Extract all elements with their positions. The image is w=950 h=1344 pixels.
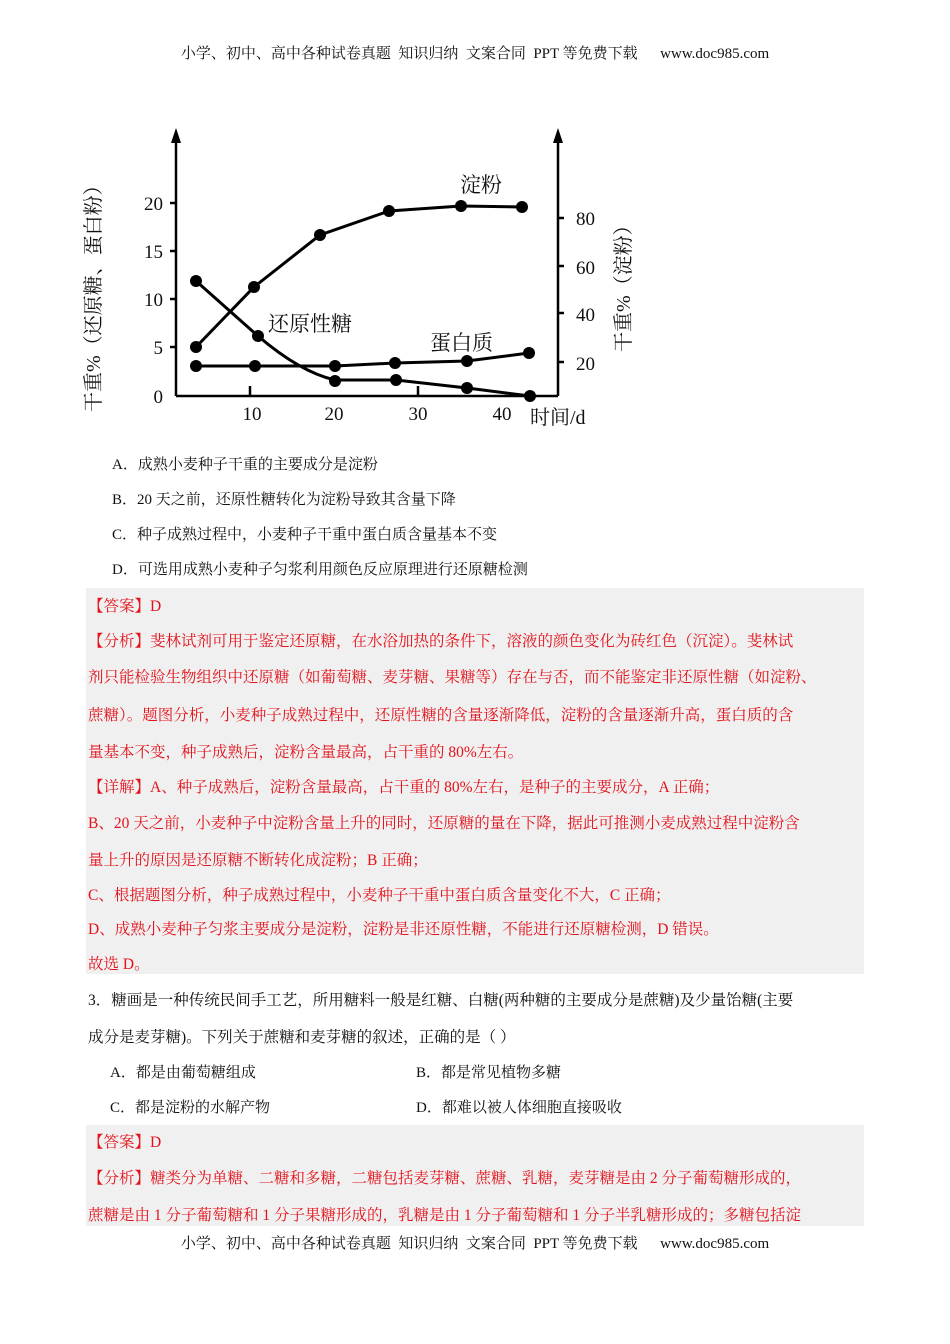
q2-detail-line-5: D、成熟小麦种子匀浆主要成分是淀粉，淀粉是非还原性糖，不能进行还原糖检测，D 错误。 bbox=[88, 921, 719, 938]
q2-option-a: A．成熟小麦种子干重的主要成分是淀粉 bbox=[112, 457, 378, 473]
reducing-sugar-label: 还原性糖 bbox=[268, 312, 352, 336]
q3-stem-line-1: 3．糖画是一种传统民间手工艺，所用糖料一般是红糖、白糖(两种糖的主要成分是蔗糖)及少量饴糖(主要 bbox=[88, 992, 794, 1009]
q3-option-c: C．都是淀粉的水解产物 bbox=[110, 1100, 271, 1116]
svg-text:40: 40 bbox=[576, 305, 595, 326]
svg-text:60: 60 bbox=[576, 258, 595, 279]
q2-detail-line-4: C、根据题图分析，种子成熟过程中，小麦种子干重中蛋白质含量变化不大，C 正确； bbox=[88, 887, 671, 904]
right-y-axis-label: 干重%（淀粉） bbox=[613, 215, 635, 352]
line-chart bbox=[60, 120, 660, 440]
q2-detail-line-3: 量上升的原因是还原糖不断转化成淀粉；B 正确； bbox=[88, 852, 428, 869]
svg-text:10: 10 bbox=[242, 404, 262, 425]
q2-answer: 【答案】D bbox=[88, 598, 162, 615]
starch-label: 淀粉 bbox=[460, 173, 502, 197]
protein-label: 蛋白质 bbox=[430, 331, 493, 355]
q2-analysis-line-1: 【分析】斐林试剂可用于鉴定还原糖，在水浴加热的条件下，溶液的颜色变化为砖红色（沉淀）。斐林试 bbox=[88, 633, 794, 650]
svg-text:0: 0 bbox=[153, 387, 163, 408]
q3-option-b: B．都是常见植物多糖 bbox=[416, 1065, 562, 1081]
svg-text:20: 20 bbox=[576, 354, 595, 375]
q2-option-b: B．20 天之前，还原性糖转化为淀粉导致其含量下降 bbox=[112, 492, 456, 508]
q2-detail-line-1: 【详解】A、种子成熟后，淀粉含量最高，占干重的 80%左右，是种子的主要成分，A 正确； bbox=[88, 779, 720, 796]
svg-text:15: 15 bbox=[144, 242, 163, 263]
q3-answer: 【答案】D bbox=[88, 1134, 162, 1151]
q3-stem-line-2: 成分是麦芽糖)。下列关于蔗糖和麦芽糖的叙述，正确的是（ ） bbox=[88, 1029, 516, 1046]
q3-option-d: D．都难以被人体细胞直接吸收 bbox=[416, 1100, 622, 1116]
q2-option-d: D．可选用成熟小麦种子匀浆利用颜色反应原理进行还原糖检测 bbox=[112, 562, 528, 578]
page-header: 小学、初中、高中各种试卷真题 知识归纳 文案合同 PPT 等免费下载 www.doc985.com bbox=[180, 46, 770, 62]
q2-analysis-line-2: 剂只能检验生物组织中还原糖（如葡萄糖、麦芽糖、果糖等）存在与否，而不能鉴定非还原性糖（如淀粉、 bbox=[88, 669, 817, 686]
q3-option-a: A．都是由葡萄糖组成 bbox=[110, 1065, 256, 1081]
svg-text:5: 5 bbox=[153, 338, 163, 359]
q3-analysis-line-2: 蔗糖是由 1 分子葡萄糖和 1 分子果糖形成的，乳糖是由 1 分子葡萄糖和 1 分子半乳糖形成的；多糖包括淀 bbox=[88, 1207, 802, 1224]
svg-text:20: 20 bbox=[324, 404, 344, 425]
svg-text:20: 20 bbox=[144, 194, 163, 215]
q2-option-c: C．种子成熟过程中，小麦种子干重中蛋白质含量基本不变 bbox=[112, 527, 498, 543]
q2-analysis-line-4: 量基本不变，种子成熟后，淀粉含量最高，占干重的 80%左右。 bbox=[88, 744, 524, 761]
svg-text:40: 40 bbox=[492, 404, 512, 425]
svg-text:30: 30 bbox=[408, 404, 428, 425]
left-y-axis-label: 干重%（还原糖、蛋白粉） bbox=[83, 175, 105, 412]
svg-text:10: 10 bbox=[144, 290, 163, 311]
q3-analysis-line-1: 【分析】糖类分为单糖、二糖和多糖，二糖包括麦芽糖、蔗糖、乳糖，麦芽糖是由 2 分子葡萄糖形成的， bbox=[88, 1170, 802, 1187]
q2-detail-line-6: 故选 D。 bbox=[88, 956, 150, 973]
x-axis-label: 时间/d bbox=[530, 407, 586, 429]
q2-analysis-line-3: 蔗糖）。题图分析，小麦种子成熟过程中，还原性糖的含量逐渐降低，淀粉的含量逐渐升高，蛋白质的含 bbox=[88, 707, 794, 724]
q2-detail-line-2: B、20 天之前，小麦种子中淀粉含量上升的同时，还原糖的量在下降，据此可推测小麦成熟过程中淀粉含 bbox=[88, 815, 800, 832]
page-footer: 小学、初中、高中各种试卷真题 知识归纳 文案合同 PPT 等免费下载 www.doc985.com bbox=[180, 1236, 770, 1252]
svg-text:80: 80 bbox=[576, 209, 595, 230]
